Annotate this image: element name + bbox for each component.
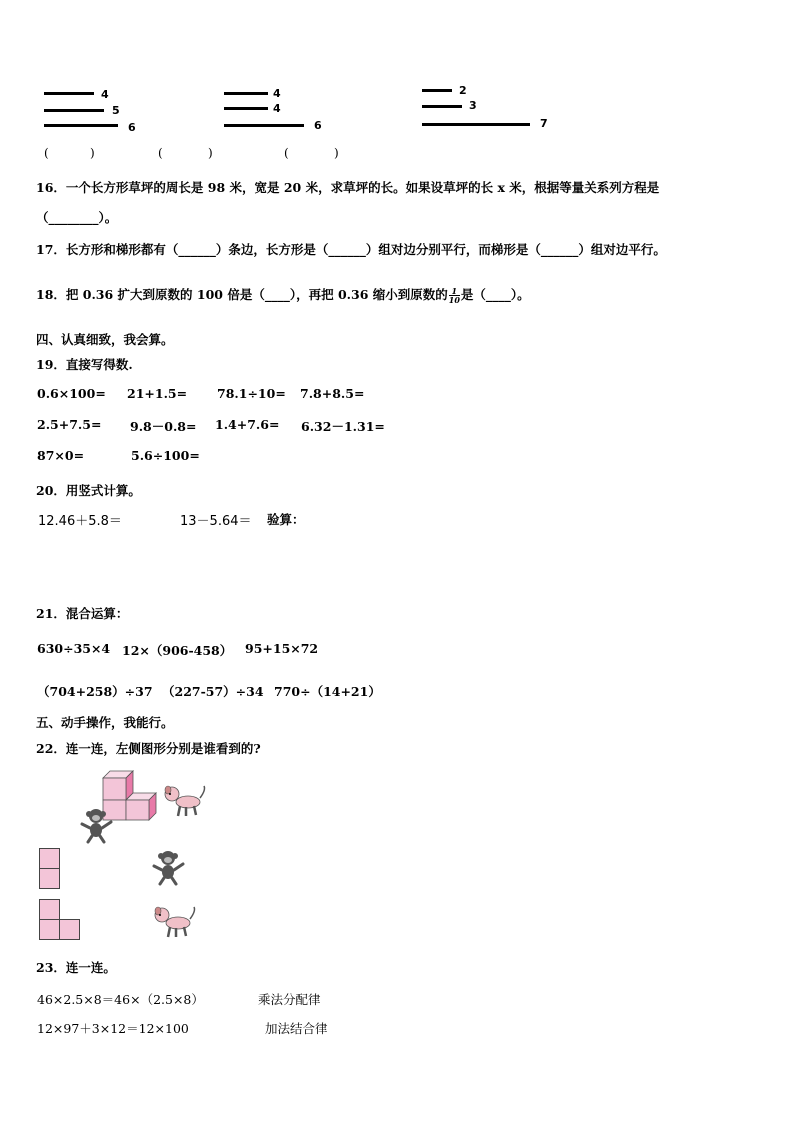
answer-blank-open[interactable]: (: [44, 146, 49, 160]
calc-item: 7.8+8.5=: [300, 386, 365, 401]
section-4-title: 四、认真细致，我会算。: [36, 332, 174, 347]
vertical-calc-expr-1: 12.46＋5.8＝: [38, 514, 122, 529]
calc-item: 78.1÷10=: [217, 386, 286, 401]
answer-blank-close[interactable]: ): [334, 146, 339, 160]
monkey-icon[interactable]: [150, 848, 186, 886]
law-name[interactable]: 加法结合律: [265, 1021, 328, 1036]
mixed-calc-item: 12×（906-458）: [122, 643, 233, 658]
law-name[interactable]: 乘法分配律: [258, 992, 321, 1007]
shape-cell: [39, 868, 60, 889]
segment-label: 5: [112, 104, 120, 117]
fraction-one-tenth: [449, 287, 460, 304]
dog-icon[interactable]: [150, 904, 198, 940]
calc-item: 21+1.5=: [127, 386, 188, 401]
mixed-calc-item: 95+15×72: [245, 641, 319, 656]
segment-label: 7: [540, 117, 548, 130]
mixed-calc-item: （704+258）÷37: [37, 684, 153, 699]
segment-label: 4: [101, 88, 109, 101]
segment-label: 2: [459, 84, 467, 97]
answer-blank-close[interactable]: ): [90, 146, 95, 160]
question-18-part-b: 是（____）。: [460, 287, 530, 302]
segment-label: 6: [128, 121, 136, 134]
segment: [422, 89, 452, 92]
question-22-title: 22．连一连，左侧图形分别是谁看到的?: [36, 741, 261, 756]
question-16-answer[interactable]: （________）。: [36, 210, 118, 225]
segment: [44, 92, 94, 95]
answer-blank-open[interactable]: (: [284, 146, 289, 160]
fraction-numerator: 1: [449, 287, 460, 296]
shape-cell: [39, 848, 60, 869]
question-19-title: 19．直接写得数.: [36, 357, 133, 372]
segment-label: 4: [273, 102, 281, 115]
calc-item: 5.6÷100=: [131, 448, 200, 463]
question-21-title: 21．混合运算：: [36, 606, 129, 621]
section-5-title: 五、动手操作，我能行。: [36, 715, 174, 730]
mixed-calc-item: 770÷（14+21）: [274, 684, 381, 699]
segment-label: 4: [273, 87, 281, 100]
question-18-part-a: 18．把 0.36 扩大到原数的 100 倍是（____），再把 0.36 缩小到原数的: [36, 287, 448, 302]
calc-item: 0.6×100=: [37, 386, 106, 401]
calc-item: 2.5+7.5=: [37, 417, 102, 432]
calc-item: 9.8－0.8=: [130, 419, 197, 434]
monkey-icon: [78, 806, 114, 844]
fraction-denominator: 10: [448, 295, 460, 305]
mixed-calc-item: 630÷35×4: [37, 641, 111, 656]
segment: [44, 124, 118, 127]
calc-item: 6.32－1.31=: [301, 419, 385, 434]
calc-item: 87×0=: [37, 448, 85, 463]
mixed-calc-item: （227-57）÷34: [162, 684, 264, 699]
segment: [224, 92, 268, 95]
law-expression[interactable]: 12×97＋3×12＝12×100: [37, 1021, 189, 1036]
answer-blank-open[interactable]: (: [158, 146, 163, 160]
calc-item: 1.4+7.6=: [215, 417, 280, 432]
question-16-text: 16．一个长方形草坪的周长是 98 米，宽是 20 米，求草坪的长。如果设草坪的长 x 米，根据等量关系列方程是: [36, 180, 660, 195]
segment: [422, 105, 462, 108]
segment: [224, 107, 268, 110]
vertical-calc-expr-2: 13－5.64＝: [180, 514, 252, 529]
check-label: 验算：: [267, 512, 305, 527]
answer-blank-close[interactable]: ): [208, 146, 213, 160]
shape-cell: [39, 919, 60, 940]
shape-cell: [59, 919, 80, 940]
segment-label: 6: [314, 119, 322, 132]
shape-cell: [39, 899, 60, 920]
segment: [422, 123, 530, 126]
law-expression[interactable]: 46×2.5×8＝46×（2.5×8）: [37, 992, 204, 1007]
question-20-title: 20．用竖式计算。: [36, 483, 141, 498]
segment-label: 3: [469, 99, 477, 112]
segment: [224, 124, 304, 127]
question-18-text: [36, 285, 530, 304]
segment: [44, 109, 104, 112]
dog-icon: [160, 784, 208, 818]
question-17-text: 17．长方形和梯形都有（______）条边，长方形是（______）组对边分别平行，而梯形是（______）组对边平行。: [36, 242, 666, 257]
question-23-title: 23．连一连。: [36, 960, 116, 975]
